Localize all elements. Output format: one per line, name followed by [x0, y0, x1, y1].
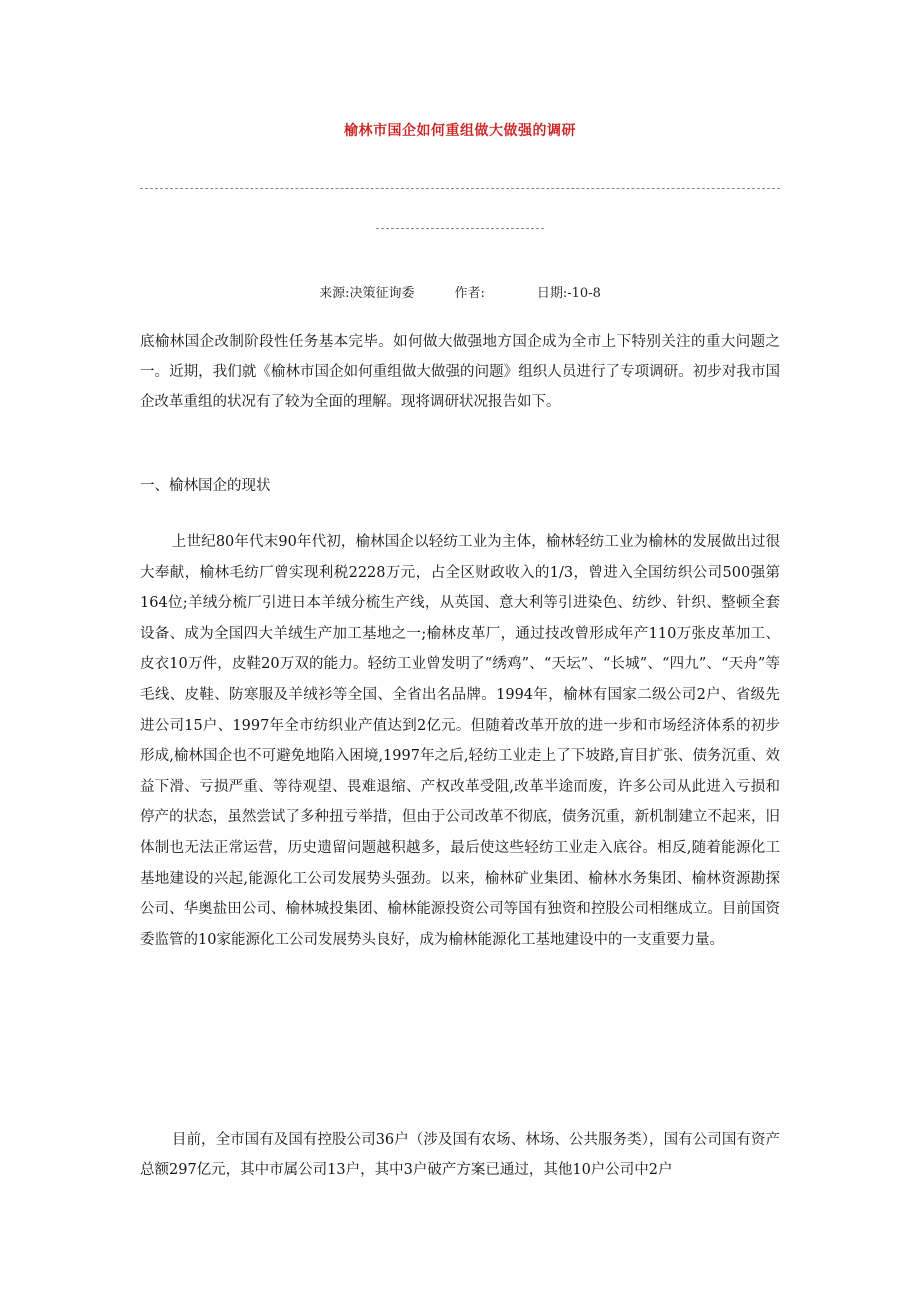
meta-source: 来源:决策征询委	[319, 286, 415, 301]
meta-date: 日期:-10-8	[536, 286, 601, 301]
paragraph-current: 目前，全市国有及国有控股公司36户（涉及国有农场、林场、公共服务类），国有公司国有资产总额297亿元，其中市属公司13户，其中3户破产方案已通过，其他10户公司中2户	[140, 1132, 780, 1178]
section-heading: 一、榆林国企的现状	[140, 478, 271, 494]
page-title: 榆林市国企如何重组做大做强的调研	[344, 123, 576, 139]
dashed-divider	[140, 188, 780, 189]
paragraph-history: 上世纪80年代末90年代初，榆林国企以轻纺工业为主体，榆林轻纺工业为榆林的发展做出过很大奉献，榆林毛纺厂曾实现利税2228万元，占全区财政收入的1/3，曾进入全国纺织公司500强第164位;羊绒分梳厂引进日本羊绒分梳生产线，从英国、意大利等引进染色、纺纱、针织、整顿全套设备、成为全国四大羊绒生产加工基地之一;榆林皮革厂，通过技改曾形成年产110万张皮革加工、皮衣10万件，皮鞋20万双的能力。轻纺工业曾发明了“绣鸡”、“天坛”、“长城”、“四九”、“天舟”等毛线、皮鞋、防寒服及羊绒衫等全国、全省出名品牌。1994年，榆林有国家二级公司2户、省级先进公司15户、1997年全市纺织业产值达到2亿元。但随着改革开放的进一步和市场经济体系的初步形成,榆林国企也不可避免地陷入困境,1997年之后,轻纺工业走上了下坡路,盲目扩张、债务沉重、效益下滑、亏损严重、等待观望、畏难退缩、产权改革受阻,改革半途而废，许多公司从此进入亏损和停产的状态，虽然尝试了多种扭亏举措，但由于公司改革不彻底，债务沉重，新机制建立不起来，旧体制也无法正常运营，历史遗留问题越积越多，最后使这些轻纺工业走入底谷。相反,随着能源化工基地建设的兴起,能源化工公司发展势头强劲。以来，榆林矿业集团、榆林水务集团、榆林资源勘探公司、华奥盐田公司、榆林城投集团、榆林能源投资公司等国有独资和控股公司相继成立。目前国资委监管的10家能源化工公司发展势头良好，成为榆林能源化工基地建设中的一支重要力量。	[140, 534, 780, 948]
meta-line	[0, 282, 920, 301]
paragraph-intro: 底榆林国企改制阶段性任务基本完毕。如何做大做强地方国企成为全市上下特别关注的重大问题之一。近期，我们就《榆林市国企如何重组做大做强的问题》组织人员进行了专项调研。初步对我市国企改革重组的状况有了较为全面的理解。现将调研状况报告如下。	[140, 334, 780, 410]
meta-author: 作者:	[454, 286, 485, 301]
dashed-divider-short	[376, 228, 544, 229]
